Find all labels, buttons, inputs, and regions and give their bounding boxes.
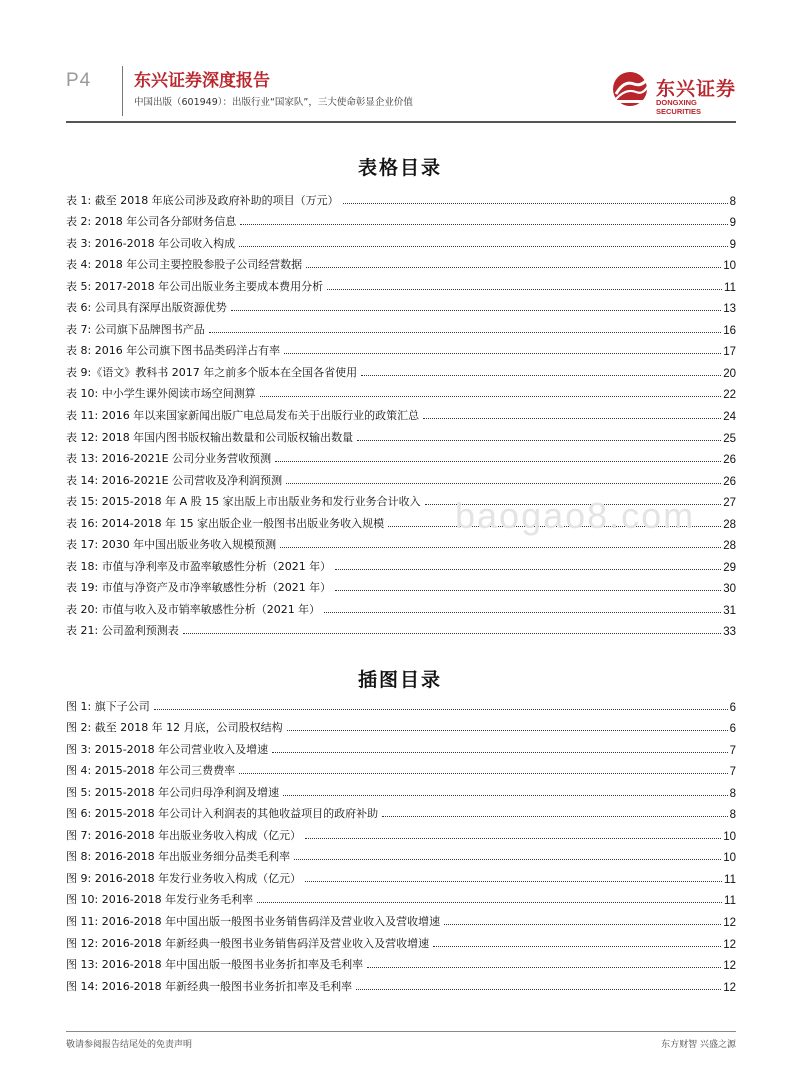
toc-entry[interactable] (66, 272, 736, 294)
toc-entry-page: 24 (723, 411, 736, 424)
toc-dot-leader (257, 902, 722, 903)
toc-dot-leader (382, 816, 727, 817)
toc-entry[interactable] (66, 778, 736, 800)
toc-dot-leader (335, 569, 721, 570)
toc-entry[interactable] (66, 445, 736, 467)
toc-entry-label: 图 6: 2015-2018 年公司计入利润表的其他收益项目的政府补助 (66, 807, 379, 821)
toc-entry[interactable] (66, 843, 736, 865)
toc-entry-page: 13 (723, 303, 736, 316)
report-subtitle: 中国出版（601949）：出版行业“国家队”，三大使命彰显企业价值 (134, 97, 413, 108)
toc-entry[interactable] (66, 294, 736, 316)
toc-entry-label: 表 4: 2018 年公司主要控股参股子公司经营数据 (66, 258, 303, 272)
toc-dot-leader (425, 504, 722, 505)
toc-entry-label: 表 6: 公司具有深厚出版资源优势 (66, 301, 227, 315)
toc-dot-leader (356, 989, 721, 990)
toc-entry-label: 表 16: 2014-2018 年 15 家出版企业一般图书出版业务收入规模 (66, 516, 385, 530)
toc-dot-leader (287, 730, 728, 731)
toc-entry-page: 11 (724, 281, 736, 294)
toc-dot-leader (239, 773, 727, 774)
toc-entry-label: 表 12: 2018 年国内图书版权输出数量和公司版权输出数量 (66, 430, 354, 444)
toc-entry-page: 9 (729, 238, 736, 251)
toc-entry-page: 6 (729, 723, 736, 736)
toc-entry-label: 图 8: 2016-2018 年出版业务细分品类毛利率 (66, 850, 291, 864)
toc-entry-page: 20 (723, 367, 736, 380)
toc-entry[interactable] (66, 488, 736, 510)
toc-dot-leader (183, 633, 722, 634)
toc-entry-page: 12 (723, 960, 736, 973)
toc-dot-leader (357, 440, 721, 441)
figures-toc-list (66, 692, 736, 994)
toc-entry[interactable] (66, 864, 736, 886)
toc-entry-label: 图 10: 2016-2018 年发行业务毛利率 (66, 893, 254, 907)
toc-entry[interactable] (66, 401, 736, 423)
toc-entry-page: 30 (723, 583, 736, 596)
toc-entry[interactable] (66, 574, 736, 596)
toc-dot-leader (286, 483, 721, 484)
toc-entry-label: 表 5: 2017-2018 年公司出版业务主要成本费用分析 (66, 279, 324, 293)
toc-dot-leader (240, 224, 727, 225)
toc-entry-page: 6 (729, 701, 736, 714)
toc-dot-leader (367, 967, 721, 968)
toc-entry-page: 10 (723, 830, 736, 843)
toc-dot-leader (294, 859, 721, 860)
toc-entry[interactable] (66, 552, 736, 574)
toc-entry-page: 9 (729, 217, 736, 230)
toc-entry-label: 图 1: 旗下子公司 (66, 699, 150, 713)
toc-dot-leader (343, 203, 728, 204)
toc-entry[interactable] (66, 714, 736, 736)
toc-entry[interactable] (66, 800, 736, 822)
company-logo (610, 70, 740, 116)
toc-entry[interactable] (66, 692, 736, 714)
toc-entry-page: 8 (729, 809, 736, 822)
toc-entry-page: 27 (723, 497, 736, 510)
figures-toc-title: 插图目录 (357, 669, 442, 691)
toc-entry[interactable] (66, 951, 736, 973)
toc-entry-label: 表 17: 2030 年中国出版业务收入规模预测 (66, 538, 277, 552)
toc-entry[interactable] (66, 617, 736, 639)
toc-entry[interactable] (66, 821, 736, 843)
toc-entry-page: 28 (723, 540, 736, 553)
toc-entry-page: 12 (723, 938, 736, 951)
toc-entry[interactable] (66, 358, 736, 380)
toc-entry-label: 表 2: 2018 年公司各分部财务信息 (66, 215, 237, 229)
toc-entry[interactable] (66, 380, 736, 402)
toc-entry-label: 表 21: 公司盈利预测表 (66, 624, 179, 638)
toc-entry[interactable] (66, 251, 736, 273)
toc-entry-label: 表 8: 2016 年公司旗下图书品类码洋占有率 (66, 344, 281, 358)
toc-dot-leader (280, 547, 721, 548)
toc-dot-leader (275, 461, 721, 462)
toc-entry-page: 12 (723, 981, 736, 994)
toc-dot-leader (324, 612, 721, 613)
toc-entry[interactable] (66, 466, 736, 488)
toc-entry-label: 图 4: 2015-2018 年公司三费费率 (66, 764, 236, 778)
footer-slogan: 东方财智 兴盛之源 (661, 1040, 736, 1050)
toc-entry-label: 表 14: 2016-2021E 公司营收及净利润预测 (66, 473, 283, 487)
toc-entry[interactable] (66, 907, 736, 929)
toc-entry-label: 图 13: 2016-2018 年中国出版一般图书业务折扣率及毛利率 (66, 958, 364, 972)
toc-entry[interactable] (66, 595, 736, 617)
toc-entry-label: 表 20: 市值与收入及市销率敏感性分析（2021 年） (66, 602, 321, 616)
toc-dot-leader (327, 289, 722, 290)
toc-entry-label: 表 3: 2016-2018 年公司收入构成 (66, 236, 236, 250)
toc-entry-page: 12 (723, 917, 736, 930)
toc-entry[interactable] (66, 208, 736, 230)
toc-entry[interactable] (66, 972, 736, 994)
footer-rule (66, 1031, 736, 1032)
toc-entry[interactable] (66, 886, 736, 908)
toc-entry-label: 表 15: 2015-2018 年 A 股 15 家出版上市出版业务和发行业务合计收入 (66, 495, 421, 509)
logo-chinese-name: 东兴证券 (656, 78, 737, 100)
toc-dot-leader (335, 590, 721, 591)
toc-entry-page: 11 (724, 873, 736, 886)
toc-entry[interactable] (66, 531, 736, 553)
toc-entry-label: 图 2: 截至 2018 年 12 月底，公司股权结构 (66, 721, 283, 735)
toc-entry-page: 10 (723, 852, 736, 865)
toc-dot-leader (423, 418, 721, 419)
toc-dot-leader (388, 526, 721, 527)
watermark: baogao8.com (455, 495, 696, 536)
toc-entry-page: 22 (723, 389, 736, 402)
toc-dot-leader (283, 795, 727, 796)
toc-entry-page: 31 (723, 604, 736, 617)
toc-dot-leader (154, 709, 728, 710)
toc-entry-page: 29 (723, 561, 736, 574)
toc-entry[interactable] (66, 509, 736, 531)
toc-entry-page: 8 (729, 195, 736, 208)
toc-entry-label: 图 12: 2016-2018 年新经典一般图书业务销售码洋及营业收入及营收增速 (66, 936, 430, 950)
toc-entry-page: 16 (723, 324, 736, 337)
toc-entry-page: 25 (723, 432, 736, 445)
toc-entry-page: 8 (729, 787, 736, 800)
header-divider (122, 66, 123, 116)
footer-disclaimer: 敬请参阅报告结尾处的免责声明 (66, 1040, 193, 1050)
toc-dot-leader (260, 396, 722, 397)
toc-entry-label: 表 19: 市值与净资产及市净率敏感性分析（2021 年） (66, 581, 332, 595)
toc-entry-page: 10 (723, 260, 736, 273)
toc-entry-label: 图 9: 2016-2018 年发行业务收入构成（亿元） (66, 871, 302, 885)
toc-dot-leader (444, 924, 721, 925)
toc-entry-label: 表 18: 市值与净利率及市盈率敏感性分析（2021 年） (66, 559, 332, 573)
toc-entry[interactable] (66, 423, 736, 445)
toc-entry-label: 表 1: 截至 2018 年底公司涉及政府补助的项目（万元） (66, 193, 339, 207)
toc-dot-leader (231, 310, 722, 311)
toc-dot-leader (239, 246, 727, 247)
toc-entry[interactable] (66, 929, 736, 951)
toc-entry-label: 图 3: 2015-2018 年公司营业收入及增速 (66, 742, 269, 756)
toc-entry-page: 33 (723, 626, 736, 639)
toc-entry-label: 表 10: 中小学生课外阅读市场空间测算 (66, 387, 256, 401)
toc-entry-page: 17 (723, 346, 736, 359)
toc-entry[interactable] (66, 757, 736, 779)
page-number: P4 (66, 70, 92, 91)
toc-entry-page: 7 (729, 766, 736, 779)
toc-entry[interactable] (66, 735, 736, 757)
toc-entry-label: 表 7: 公司旗下品牌图书产品 (66, 322, 205, 336)
toc-entry-page: 26 (723, 475, 736, 488)
toc-entry-label: 图 14: 2016-2018 年新经典一般图书业务折扣率及毛利率 (66, 979, 353, 993)
logo-emblem-icon (610, 70, 652, 108)
page-header (0, 0, 800, 122)
tables-toc-list (66, 186, 736, 638)
toc-entry[interactable] (66, 186, 736, 208)
toc-entry-page: 7 (729, 744, 736, 757)
toc-entry-label: 表 13: 2016-2021E 公司分业务营收预测 (66, 452, 272, 466)
toc-dot-leader (305, 838, 721, 839)
toc-entry-label: 图 11: 2016-2018 年中国出版一般图书业务销售码洋及营业收入及营收增速 (66, 915, 441, 929)
header-rule (66, 121, 736, 123)
toc-dot-leader (209, 332, 722, 333)
toc-entry-page: 11 (724, 895, 736, 908)
toc-dot-leader (272, 752, 727, 753)
toc-entry-page: 28 (723, 518, 736, 531)
toc-dot-leader (284, 353, 721, 354)
tables-toc-title: 表格目录 (357, 157, 442, 179)
toc-entry-label: 表 11: 2016 年以来国家新闻出版广电总局发布关于出版行业的政策汇总 (66, 409, 420, 423)
toc-entry[interactable] (66, 229, 736, 251)
toc-entry[interactable] (66, 315, 736, 337)
toc-dot-leader (306, 267, 721, 268)
toc-dot-leader (433, 946, 721, 947)
logo-english-name: DONGXING SECURITIES (656, 98, 702, 116)
toc-dot-leader (305, 881, 722, 882)
toc-dot-leader (361, 375, 721, 376)
toc-entry-label: 图 5: 2015-2018 年公司归母净利润及增速 (66, 785, 280, 799)
toc-entry-label: 表 9:《语文》教科书 2017 年之前多个版本在全国各省使用 (66, 365, 358, 379)
report-title: 东兴证券深度报告 (134, 71, 270, 91)
toc-entry-label: 图 7: 2016-2018 年出版业务收入构成（亿元） (66, 828, 302, 842)
toc-entry-page: 26 (723, 454, 736, 467)
toc-entry[interactable] (66, 337, 736, 359)
